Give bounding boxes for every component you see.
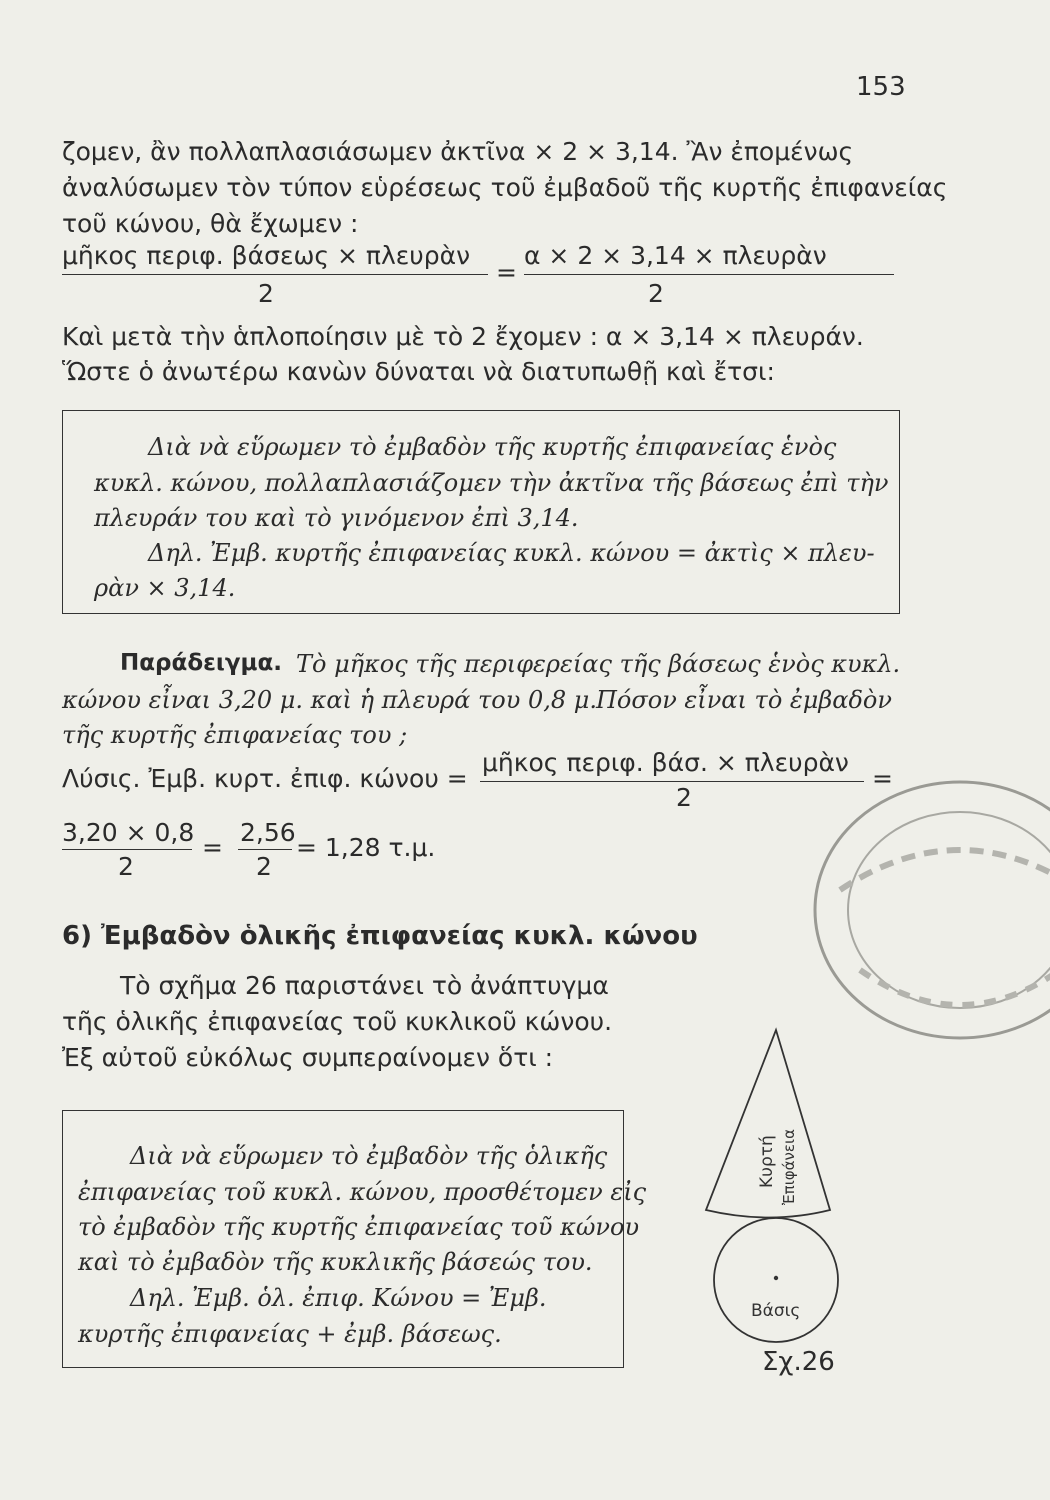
- after-formula-line-1: Καὶ μετὰ τὴν ἁπλοποίησιν μὲ τὸ 2 ἔχομεν : α × 3,14 × πλευράν.: [62, 322, 864, 351]
- after-formula-line-2: Ὥστε ὁ ἀνωτέρω κανὼν δύναται νὰ διατυπωθῇ καὶ ἔτσι:: [62, 357, 775, 386]
- solution-label: Λύσις. Ἐμβ. κυρτ. ἐπιφ. κώνου =: [62, 764, 468, 793]
- formula1-right-numerator: α × 2 × 3,14 × πλευρὰν: [524, 241, 827, 270]
- section-line-1: Τὸ σχῆμα 26 παριστάνει τὸ ἀνάπτυγμα: [120, 971, 609, 1000]
- frac2-bar: [238, 849, 292, 850]
- example-label: Παράδειγμα.: [120, 650, 283, 676]
- frac1-bar: [62, 849, 192, 850]
- rule2-line-4: καὶ τὸ ἐμβαδὸν τῆς κυκλικῆς βάσεώς του.: [78, 1248, 593, 1276]
- cone-net-figure: [670, 1020, 880, 1400]
- frac2-denominator: 2: [256, 852, 272, 881]
- formula1-equals: =: [496, 258, 517, 287]
- formula1-left-fraction-bar: [62, 274, 488, 275]
- solution-numerator: μῆκος περιφ. βάσ. × πλευρὰν: [482, 748, 849, 777]
- example-line-2: κώνου εἶναι 3,20 μ. καὶ ἡ πλευρά του 0,8 μ.: [62, 686, 597, 714]
- rule1-line-4: Δηλ. Ἐμβ. κυρτῆς ἐπιφανείας κυκλ. κώνου = ἀκτὶς × πλευ-: [148, 539, 875, 567]
- rule2-line-2: ἐπιφανείας τοῦ κυκλ. κώνου, προσθέτομεν εἰς: [78, 1178, 647, 1206]
- formula1-left-denominator: 2: [258, 279, 274, 308]
- formula1-left-numerator: μῆκος περιφ. βάσεως × πλευρὰν: [62, 241, 471, 270]
- formula1-right-denominator: 2: [648, 279, 664, 308]
- rule1-line-3: πλευράν του καὶ τὸ γινόμενον ἐπὶ 3,14.: [94, 504, 579, 532]
- example-line-3: τῆς κυρτῆς ἐπιφανείας του ;: [62, 721, 408, 749]
- curved-surface-label-1: Κυρτή: [757, 1135, 777, 1188]
- solution-trailing-equals: =: [872, 764, 893, 793]
- intro-line-2: ἀναλύσωμεν τὸν τύπον εὑρέσεως τοῦ ἐμβαδοῦ τῆς κυρτῆς ἐπιφανείας: [62, 173, 948, 202]
- section-line-3: Ἐξ αὐτοῦ εὐκόλως συμπεραίνομεν ὅτι :: [62, 1043, 554, 1072]
- solution-result: = 1,28 τ.μ.: [296, 833, 436, 862]
- figure-caption: Σχ.26: [762, 1347, 835, 1377]
- rule1-line-5: ρὰν × 3,14.: [94, 574, 236, 602]
- curved-surface-label-2: Ἐπιφάνεια: [780, 1128, 798, 1205]
- base-label: Βάσις: [751, 1301, 801, 1321]
- equals-sign: =: [202, 833, 223, 862]
- intro-line-3: τοῦ κώνου, θὰ ἔχωμεν :: [62, 209, 359, 238]
- frac2-numerator: 2,56: [240, 818, 296, 847]
- example-line-2b: Πόσον εἶναι τὸ ἐμβαδὸν: [596, 686, 892, 714]
- base-center-dot: [774, 1276, 778, 1280]
- frac1-numerator: 3,20 × 0,8: [62, 818, 195, 847]
- section-line-2: τῆς ὁλικῆς ἐπιφανείας τοῦ κυκλικοῦ κώνου.: [62, 1007, 613, 1036]
- rule2-line-1: Διὰ νὰ εὕρωμεν τὸ ἐμβαδὸν τῆς ὁλικῆς: [130, 1142, 608, 1170]
- rule1-line-2: κυκλ. κώνου, πολλαπλασιάζομεν τὴν ἀκτῖνα τῆς βάσεως ἐπὶ τὴν: [94, 469, 889, 497]
- solution-denominator: 2: [676, 783, 692, 812]
- intro-line-1: ζομεν, ἂν πολλαπλασιάσωμεν ἀκτῖνα × 2 × 3,14. Ἂν ἐπομένως: [62, 137, 854, 166]
- rule2-line-6: κυρτῆς ἐπιφανείας + ἐμβ. βάσεως.: [78, 1320, 502, 1348]
- example-line-1: Τὸ μῆκος τῆς περιφερείας τῆς βάσεως ἑνὸς κυκλ.: [296, 650, 901, 678]
- page-number: 153: [856, 72, 906, 102]
- rule2-line-5: Δηλ. Ἐμβ. ὁλ. ἐπιφ. Κώνου = Ἐμβ.: [130, 1284, 547, 1312]
- library-stamp: [800, 770, 1050, 1060]
- frac1-denominator: 2: [118, 852, 134, 881]
- formula1-right-fraction-bar: [524, 274, 894, 275]
- rule1-line-1: Διὰ νὰ εὕρωμεν τὸ ἐμβαδὸν τῆς κυρτῆς ἐπιφανείας ἑνὸς: [148, 433, 837, 461]
- section-heading: 6) Ἐμβαδὸν ὁλικῆς ἐπιφανείας κυκλ. κώνου: [62, 921, 698, 951]
- rule2-line-3: τὸ ἐμβαδὸν τῆς κυρτῆς ἐπιφανείας τοῦ κώνου: [78, 1213, 640, 1241]
